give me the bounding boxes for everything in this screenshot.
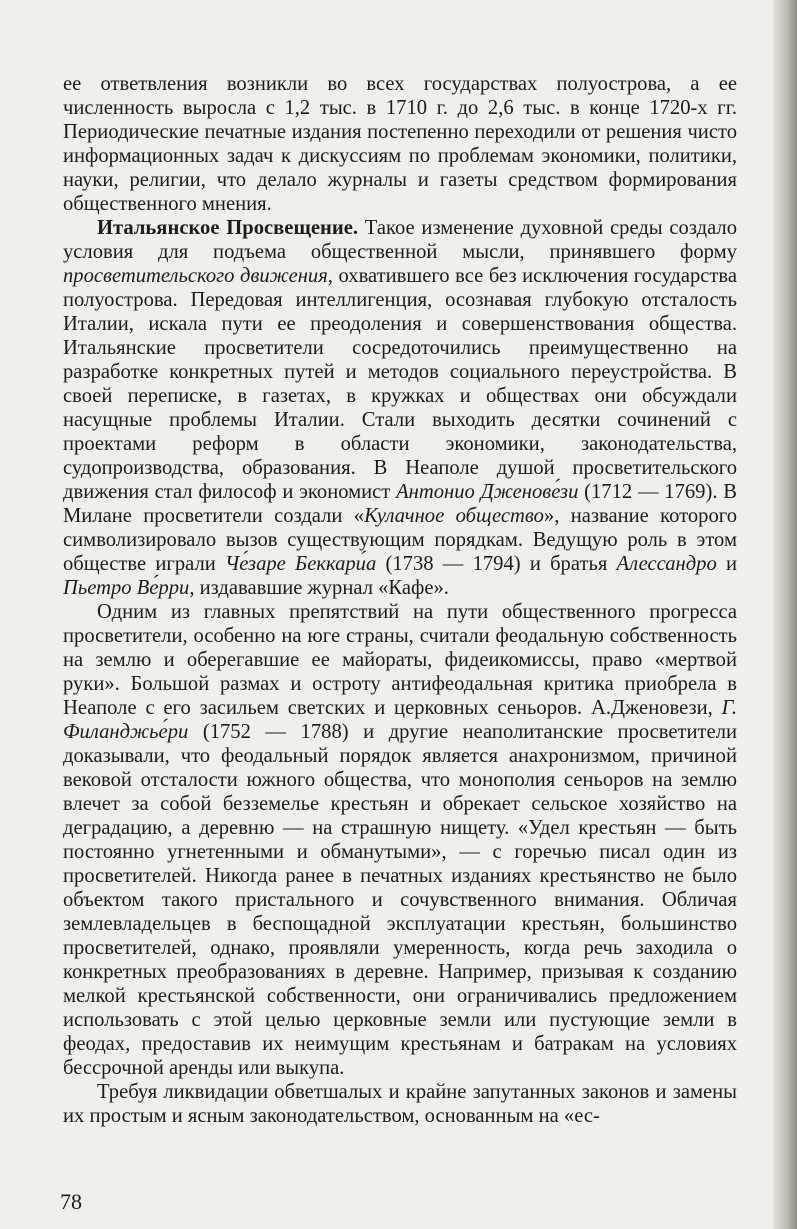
italic-term: Пьетро Ве́рри: [63, 577, 190, 599]
italic-term: просветительского движения: [63, 265, 328, 287]
paragraph: [63, 600, 737, 1080]
book-spine-shadow: [773, 0, 797, 1229]
page-body-text: [63, 72, 737, 1128]
text-run: (1738 — 1794) и братья: [376, 553, 617, 575]
text-run: (1752 — 1788) и другие неаполитанские просветители доказывали, что феодальный порядок является анахронизмом, причиной вековой отсталости южного общества, что монополия сеньоров на землю влечет за собой безземелье крестьян и обрекает сельское хозяйство на деградацию, а деревню — на страшную нищету. «Удел крестьян — быть постоянно угнетенными и обманутыми», — с горечью писал один из просветителей. Никогда ранее в печатных изданиях крестьянство не было объектом такого пристального и сочувственного внимания. Обличая землевладельцев в беспощадной эксплуатации крестьян, большинство просветителей, однако, проявляли умеренность, когда речь заходила о конкретных преобразованиях в деревне. Например, призывая к созданию мелкой крестьянской собственности, они ограничивались предложением использовать с этой целью церковные земли или пустующие земли в феодах, предоставив их неимущим крестьянам и батракам на условиях бессрочной аренды или выкупа.: [63, 721, 737, 1079]
text-run: и: [716, 553, 738, 575]
italic-term: Г. Филанджье́ри: [63, 697, 737, 743]
paragraph: [63, 1080, 737, 1128]
text-run: , издававшие журнал «Кафе».: [189, 577, 449, 599]
page-number: 78: [60, 1189, 82, 1214]
italic-term: Че́заре Беккари́а: [225, 553, 377, 575]
italic-term: Алессандро: [616, 553, 717, 575]
text-run: ее ответвления возникли во всех государствах полуострова, а ее численность выросла с 1,2 тыс. в 1710 г. до 2,6 тыс. в конце 1720-х гг. Периодические печатные издания постепенно переходили от решения чисто информационных задач к дискуссиям по проблемам экономики, политики, науки, религии, что делало журналы и газеты средством формирования общественного мнения.: [63, 73, 737, 215]
text-run: Одним из главных препятствий на пути общественного прогресса просветители, особенно на юге страны, считали феодальную собственность на землю и оберегавшие ее майораты, фидеикомиссы, право «мертвой руки». Большой размах и остроту антифеодальная критика приобрела в Неаполе с его засильем светских и церковных сеньоров. А.Дженовези,: [63, 601, 737, 719]
text-run: , охватившего все без исключения государства полуострова. Передовая интеллигенция, осознавая глубокую отсталость Италии, искала пути ее преодоления и совершенствования общества. Итальянские просветители сосредоточились преимущественно на разработке конкретных путей и методов социального переустройства. В своей переписке, в газетах, в кружках и обществах они обсуждали насущные проблемы Италии. Стали выходить десятки сочинений с проектами реформ в области экономики, законодательства, судопроизводства, образования. В Неаполе душой просветительского движения стал философ и экономист: [63, 265, 737, 503]
text-run: Такое изменение духовной среды создало условия для подъема общественной мысли, принявшего форму: [63, 217, 737, 263]
text-run: Требуя ликвидации обветшалых и крайне запутанных законов и замены их простым и ясным законодательством, основанным на «ес-: [63, 1081, 737, 1127]
paragraph: [63, 72, 737, 216]
paragraph: [63, 216, 737, 600]
section-heading: Итальянское Просвещение.: [97, 217, 358, 239]
italic-term: Антонио Дженове́зи: [396, 481, 579, 503]
text-run: (1712 — 1769). В Милане просветители создали «: [63, 481, 737, 527]
text-run: », название которого символизировало вызов существующим порядкам. Ведущую роль в этом обществе играли: [63, 505, 737, 575]
italic-term: Кулачное общество: [364, 505, 544, 527]
